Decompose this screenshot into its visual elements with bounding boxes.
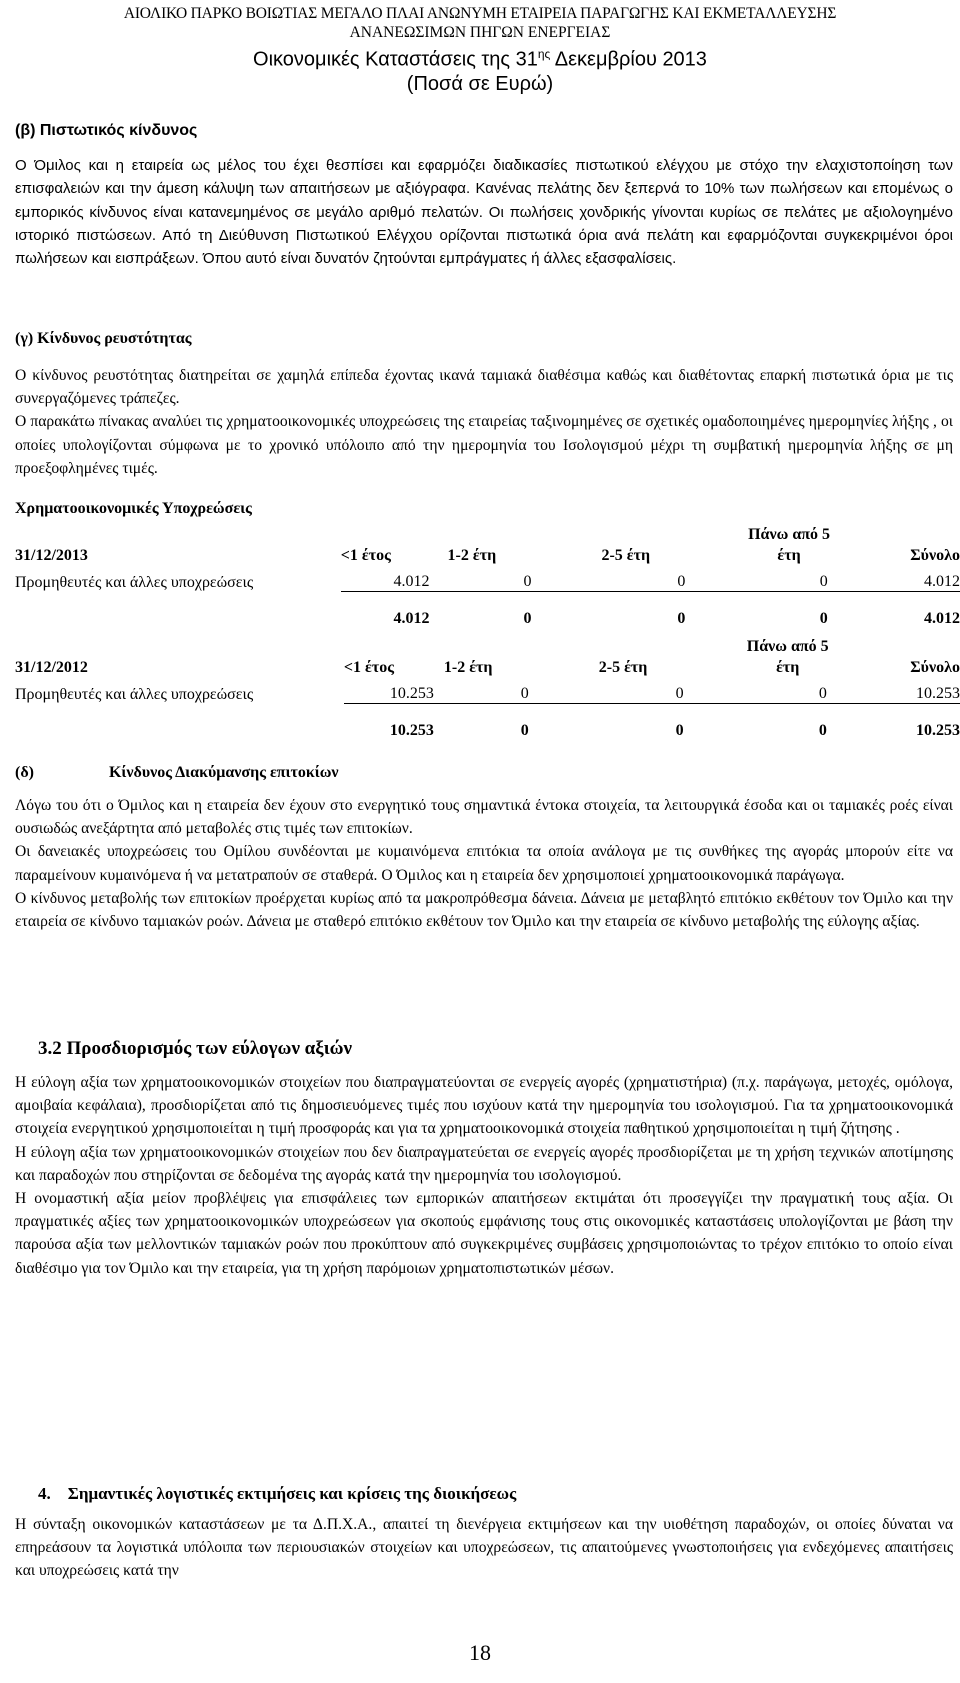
liquidity-risk-p1: Ο κίνδυνος ρευστότητας διατηρείται σε χαμηλά επίπεδα έχοντας ικανά ταμιακά διαθέσιμα καθώς και διαθέτοντας επαρκή πιστωτικά όρια με τις συνεργαζόμενες τράπεζες. xyxy=(15,367,953,408)
col-header: <1 έτος xyxy=(340,547,391,564)
currency-note: (Ποσά σε Ευρώ) xyxy=(406,72,554,95)
col-header: 1-2 έτη xyxy=(447,547,497,564)
company-name-line2: ΑΝΑΝΕΩΣΙΜΩΝ ΠΗΓΩΝ ΕΝΕΡΓΕΙΑΣ xyxy=(349,24,611,41)
interest-rate-section xyxy=(15,762,953,933)
table-cell: 10.253 xyxy=(344,678,444,704)
statement-title: Οικονομικές Καταστάσεις της $31^{\eta\varsigma}$ Δεκεμβρίου 2013 xyxy=(253,47,707,71)
total-cell: 0 xyxy=(818,721,827,739)
liabilities-title: Χρηματοοικονομικές Υποχρεώσεις xyxy=(15,500,252,517)
col-header: 2-5 έτη xyxy=(601,547,651,564)
fair-value-section xyxy=(15,1037,953,1280)
credit-risk-title: (β) Πιστωτικός κίνδυνος xyxy=(15,122,198,139)
table-cell: 0 xyxy=(599,678,739,704)
fair-value-p3: Η ονομαστική αξία μείον προβλέψεις για επισφάλειες των εμπορικών απαιτήσεων εκτιμάται ότι προσεγγίζει την πραγματική τους αξία. Οι πραγματικές αξίες των χρηματοοικονομικών υποχρεώσεων για σκοπούς εμφάνισης τους στις οικονομικές καταστάσεις υπολογίζονται με βάση την παρούσα αξία των μελλοντικών ταμιακών ροών που προκύπτουν από συγκεκριμένες συμβάσεις χρησιμοποιώντας το τρέχον επιτόκιο το οποίο είναι διαθέσιμο για τον Όμιλο και την εταιρεία, για τη χρήση παρόμοιων χρηματοπιστωτικών μέσων. xyxy=(15,1190,953,1277)
table-cell: 0 xyxy=(739,678,837,704)
table-cell: 4.012 xyxy=(341,566,448,592)
estimates-title: 4. Σημαντικές λογιστικές εκτιμήσεις και κρίσεις της διοικήσεως xyxy=(38,1484,517,1503)
table-cell: 0 xyxy=(448,566,602,592)
company-name-line1: ΑΙΟΛΙΚΟ ΠΑΡΚΟ ΒΟΙΩΤΙΑΣ ΜΕΓΑΛΟ ΠΛΑΙ ΑΝΩΝΥΜΗ ΕΤΑΙΡΕΙΑ ΠΑΡΑΓΩΓΗΣ ΚΑΙ ΕΚΜΕΤΑΛΛΕΥΣΗΣ xyxy=(123,5,837,22)
interest-rate-p1: Λόγω του ότι ο Όμιλος και η εταιρεία δεν έχουν στο ενεργητικό τους σημαντικά έντοκα στοιχεία, τα λειτουργικά έσοδα και οι ταμιακές ροές είναι ουσιωδώς ανεξάρτητα από μεταβολές στις τιμές των επιτοκίων. xyxy=(15,797,953,838)
table-cell: 4.012 xyxy=(838,566,960,592)
table-date: 31/12/2012 xyxy=(15,659,88,676)
interest-rate-p3: Ο κίνδυνος μεταβολής των επιτοκίων προέρχεται κυρίως από τα μακροπρόθεσμα δάνεια. Δάνεια με μεταβλητό επιτόκιο εκθέτουν τον Όμιλο και την εταιρεία σε κίνδυνο ταμιακών ροών. Δάνεια με σταθερό επιτόκιο εκθέτουν τον Όμιλο και την εταιρεία σε κίνδυνο μεταβολής της εύλογης αξίας. xyxy=(15,889,953,931)
col-header: Σύνολο xyxy=(910,659,960,676)
col-header: Σύνολο xyxy=(910,547,960,564)
interest-rate-heading: (δ) Κίνδυνος Διακύμανσης επιτοκίων xyxy=(15,764,339,781)
total-cell: 0 xyxy=(675,721,684,739)
total-cell: 10.253 xyxy=(389,721,434,739)
row-label: Προμηθευτές και άλλες υποχρεώσεις xyxy=(15,573,254,591)
page-header xyxy=(0,4,960,96)
col-header: Πάνω από 5 έτη xyxy=(746,638,829,676)
liabilities-table-2012 xyxy=(15,636,960,740)
table-cell: 0 xyxy=(740,566,837,592)
estimates-p1: Η σύνταξη οικονομικών καταστάσεων με τα Δ.Π.Χ.Α., απαιτεί τη διενέργεια εκτιμήσεων και την υιοθέτηση παραδοχών, οι οποίες δύναται να επηρεάσουν τα λογιστικά υπόλοιπα των περιουσιακών στοιχείων και υποχρεώσεων, τις απαιτούμενες γνωστοποιήσεις για ενδεχόμενες απαιτήσεις και υποχρεώσεις κατά την xyxy=(15,1516,953,1580)
total-cell: 4.012 xyxy=(924,609,960,627)
table-cell: 0 xyxy=(601,566,740,592)
liquidity-risk-title: (γ) Κίνδυνος ρευστότητας xyxy=(15,330,192,347)
table-cell: 10.253 xyxy=(837,678,960,704)
credit-risk-body: Ο Όμιλος και η εταιρεία ως μέλος του έχει θεσπίσει και εφαρμόζει διαδικασίες πιστωτικού ελέγχου με στόχο την ελαχιστοποίηση των επισφαλειών και την άμεση κάλυψη των απαιτήσεων με αξιόγραφα. Κανένας πελάτης δεν ξεπερνά το 10% των πωλήσεων και επομένως ο εμπορικός κίνδυνος είναι κατανεμημένος σε μεγάλο αριθμό πελατών. Οι πωλήσεις χονδρικής γίνονται κυρίως σε πελάτες με αξιολογημένο ιστορικό πιστώσεων. Από τη Διεύθυνση Πιστωτικού Ελέγχου ορίζονται πιστωτικά όρια ανά πελάτη και εφαρμόζονται συγκεκριμένοι όροι πωλήσεων και εισπράξεων. Όπου αυτό είναι δυνατόν ζητούνται εμπράγματες ή άλλες εξασφαλίσεις. xyxy=(15,157,953,268)
fair-value-p1: Η εύλογη αξία των χρηματοοικονομικών στοιχείων που διαπραγματεύονται σε ενεργείς αγορές (χρηματιστήρια) (π.χ. παράγωγα, μετοχές, ομόλογα, αμοιβαία κεφάλαια), προσδιορίζεται από τις δημοσιευόμενες τιμές που ισχύουν κατά την ημερομηνία του ισολογισμού. Για τα χρηματοοικονομικά στοιχεία ενεργητικού χρησιμοποιείται η τιμή προσφοράς και για τα χρηματοοικονομικά στοιχεία παθητικού χρησιμοποιείται η τιμή ζήτησης . xyxy=(15,1074,953,1138)
col-header: <1 έτος xyxy=(343,659,394,676)
table-date: 31/12/2013 xyxy=(15,547,88,564)
col-header: 1-2 έτη xyxy=(443,659,493,676)
fair-value-p2: Η εύλογη αξία των χρηματοοικονομικών στοιχείων που δεν διαπραγματεύεται σε ενεργείς αγορές προσδιορίζεται με τη χρήση τεχνικών αποτίμησης και παραδοχών που στηρίζονται σε δεδομένα της αγοράς κατά την ημερομηνία του ισολογισμού. xyxy=(15,1143,953,1184)
total-cell: 0 xyxy=(677,609,686,627)
liabilities-table-2013 xyxy=(15,524,960,628)
col-header: 2-5 έτη xyxy=(598,659,648,676)
row-label: Προμηθευτές και άλλες υποχρεώσεις xyxy=(15,685,254,703)
credit-risk-section xyxy=(15,120,953,270)
total-cell: 4.012 xyxy=(393,609,430,627)
estimates-section xyxy=(15,1483,953,1583)
table-cell: 0 xyxy=(444,678,599,704)
total-cell: 0 xyxy=(819,609,828,627)
interest-rate-p2: Οι δανειακές υποχρεώσεις του Ομίλου συνδέονται με κυμαινόμενα επιτόκια τα οποία ανάλογα με τις συνθήκες της αγοράς μπορούν είτε να παραμείνουν κυμαινόμενα ή να μετατραπούν σε σταθερά. Ο Όμιλος και η εταιρεία δεν χρησιμοποιεί χρηματοοικονομικά παράγωγα. xyxy=(15,843,953,884)
fair-value-title: 3.2 Προσδιορισμός των εύλογων αξιών xyxy=(38,1038,353,1059)
page-number: 18 xyxy=(469,1640,491,1665)
liquidity-risk-section xyxy=(15,328,953,480)
total-cell: 0 xyxy=(523,609,532,627)
liquidity-risk-p2: Ο παρακάτω πίνακας αναλύει τις χρηματοοικονομικές υποχρεώσεις της εταιρείας ταξινομημένες σε σχετικές ομαδοποιημένες ημερομηνίες λήξης , οι οποίες υπολογίζονται σύμφωνα με το χρονικό υπόλοιπο από την ημερομηνία του Ισολογισμού μέχρι τη συμβατική ημερομηνία λήξης σε μη προεξοφλημένες τιμές. xyxy=(15,413,953,477)
total-cell: 0 xyxy=(520,721,529,739)
col-header: Πάνω από 5 έτη xyxy=(748,526,831,564)
total-cell: 10.253 xyxy=(916,721,960,739)
